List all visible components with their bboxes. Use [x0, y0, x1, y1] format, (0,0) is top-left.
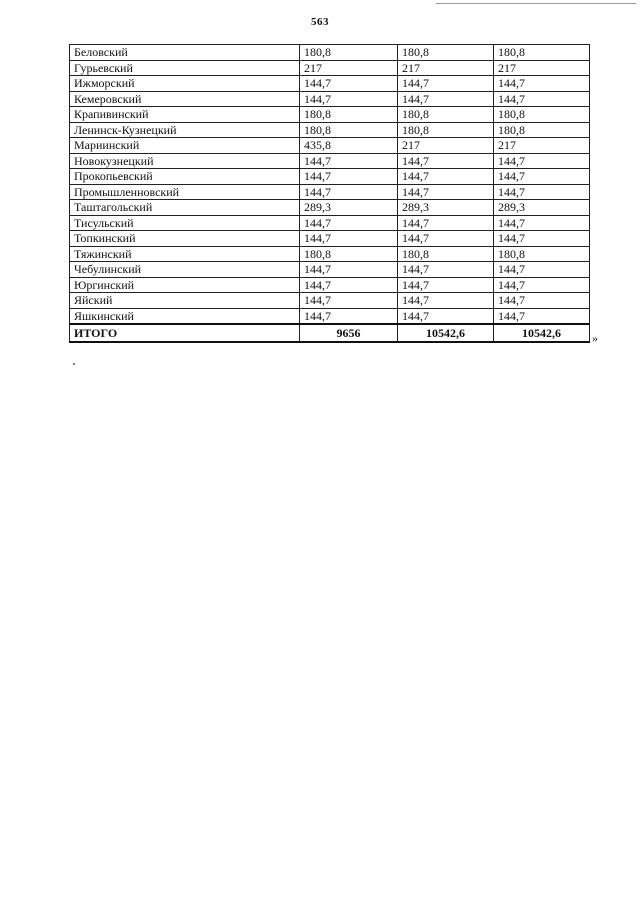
table-row	[70, 246, 590, 262]
value-col-1: 180,8	[300, 107, 398, 123]
value-col-1: 180,8	[300, 246, 398, 262]
value-col-3: 180,8	[494, 45, 590, 61]
value-col-1: 144,7	[300, 169, 398, 185]
total-row	[70, 324, 590, 342]
district-name: Ленинск-Кузнецкий	[70, 122, 300, 138]
district-name: Яйский	[70, 293, 300, 309]
total-value-col-3: 10542,6	[494, 324, 590, 342]
value-col-3: 144,7	[494, 169, 590, 185]
value-col-1: 144,7	[300, 184, 398, 200]
total-label: ИТОГО	[70, 324, 300, 342]
value-col-2: 180,8	[398, 45, 494, 61]
closing-quote: »	[592, 331, 598, 345]
value-col-1: 144,7	[300, 262, 398, 278]
value-col-3: 144,7	[494, 76, 590, 92]
value-col-3: 180,8	[494, 122, 590, 138]
value-col-2: 217	[398, 138, 494, 154]
district-name: Топкинский	[70, 231, 300, 247]
table-row	[70, 45, 590, 61]
district-name: Мариинский	[70, 138, 300, 154]
page-number: 563	[311, 16, 329, 28]
table-row	[70, 308, 590, 324]
value-col-1: 180,8	[300, 45, 398, 61]
table-row	[70, 293, 590, 309]
value-col-2: 144,7	[398, 277, 494, 293]
value-col-3: 144,7	[494, 153, 590, 169]
value-col-1: 144,7	[300, 76, 398, 92]
value-col-2: 144,7	[398, 76, 494, 92]
table-row	[70, 122, 590, 138]
district-name: Кемеровский	[70, 91, 300, 107]
value-col-3: 144,7	[494, 184, 590, 200]
value-col-2: 144,7	[398, 153, 494, 169]
value-col-2: 144,7	[398, 169, 494, 185]
value-col-2: 144,7	[398, 91, 494, 107]
table-row	[70, 91, 590, 107]
value-col-2: 144,7	[398, 262, 494, 278]
total-value-col-2: 10542,6	[398, 324, 494, 342]
table-row	[70, 153, 590, 169]
district-name: Беловский	[70, 45, 300, 61]
table-row	[70, 231, 590, 247]
district-name: Юргинский	[70, 277, 300, 293]
value-col-2: 180,8	[398, 122, 494, 138]
value-col-1: 435,8	[300, 138, 398, 154]
district-name: Чебулинский	[70, 262, 300, 278]
value-col-1: 144,7	[300, 231, 398, 247]
value-col-3: 180,8	[494, 246, 590, 262]
value-col-1: 144,7	[300, 293, 398, 309]
value-col-2: 217	[398, 60, 494, 76]
value-col-3: 144,7	[494, 293, 590, 309]
value-col-2: 144,7	[398, 231, 494, 247]
table-row	[70, 76, 590, 92]
district-name: Тяжинский	[70, 246, 300, 262]
value-col-3: 217	[494, 138, 590, 154]
district-name: Таштагольский	[70, 200, 300, 216]
district-name: Яшкинский	[70, 308, 300, 324]
value-col-3: 144,7	[494, 262, 590, 278]
table-row	[70, 138, 590, 154]
value-col-3: 144,7	[494, 308, 590, 324]
total-value-col-1: 9656	[300, 324, 398, 342]
table-row	[70, 262, 590, 278]
value-col-3: 144,7	[494, 215, 590, 231]
value-col-1: 144,7	[300, 153, 398, 169]
district-table	[69, 44, 590, 343]
table-row	[70, 60, 590, 76]
district-name: Прокопьевский	[70, 169, 300, 185]
district-name: Тисульский	[70, 215, 300, 231]
district-name: Гурьевский	[70, 60, 300, 76]
value-col-2: 180,8	[398, 107, 494, 123]
value-col-1: 144,7	[300, 91, 398, 107]
table-row	[70, 184, 590, 200]
value-col-2: 180,8	[398, 246, 494, 262]
value-col-3: 180,8	[494, 107, 590, 123]
value-col-3: 144,7	[494, 91, 590, 107]
value-col-3: 144,7	[494, 277, 590, 293]
value-col-1: 144,7	[300, 215, 398, 231]
table-row	[70, 107, 590, 123]
value-col-2: 144,7	[398, 184, 494, 200]
value-col-3: 217	[494, 60, 590, 76]
value-col-2: 144,7	[398, 215, 494, 231]
table-row	[70, 277, 590, 293]
value-col-3: 144,7	[494, 231, 590, 247]
value-col-1: 144,7	[300, 277, 398, 293]
scan-speck	[73, 363, 75, 365]
value-col-1: 217	[300, 60, 398, 76]
value-col-2: 289,3	[398, 200, 494, 216]
table-row	[70, 169, 590, 185]
value-col-1: 289,3	[300, 200, 398, 216]
top-rule	[436, 3, 636, 4]
table-row	[70, 215, 590, 231]
value-col-2: 144,7	[398, 293, 494, 309]
district-name: Промышленновский	[70, 184, 300, 200]
value-col-1: 144,7	[300, 308, 398, 324]
value-col-1: 180,8	[300, 122, 398, 138]
district-name: Ижморский	[70, 76, 300, 92]
district-name: Новокузнецкий	[70, 153, 300, 169]
table-row	[70, 200, 590, 216]
district-name: Крапивинский	[70, 107, 300, 123]
value-col-2: 144,7	[398, 308, 494, 324]
value-col-3: 289,3	[494, 200, 590, 216]
